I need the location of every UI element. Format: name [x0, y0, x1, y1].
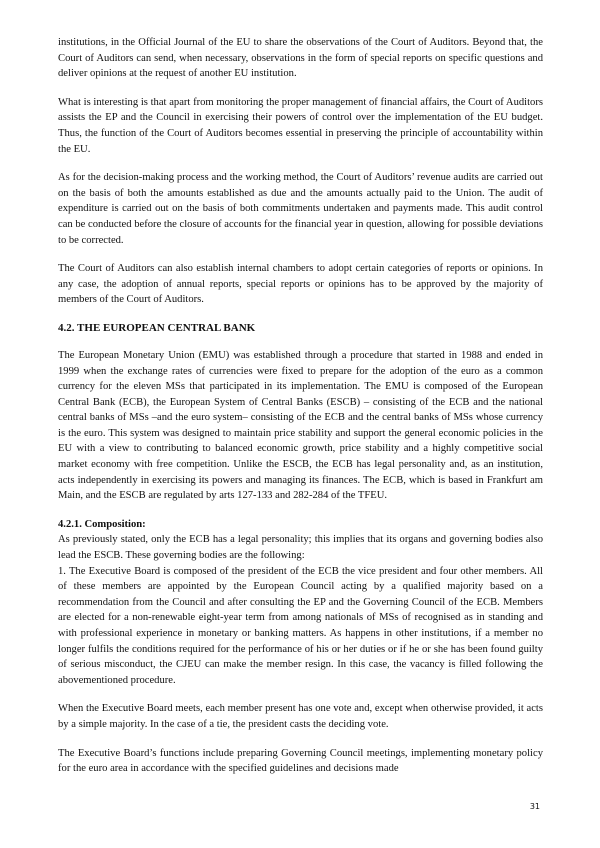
paragraph-governing-bodies: As previously stated, only the ECB has a legal personality; this implies that its organs and governing bodies also lead the ESCB. These governing bodies are the following: [58, 534, 543, 562]
paragraph-court-accountability: What is interesting is that apart from monitoring the proper management of financial affairs, the Court of Auditors assists the EP and the Council in exercising their powers of control over the implementation of the EU budget. Thus, the function of the Court of Auditors becomes essential in preserving the principle of accountability within the EU. [58, 96, 543, 155]
subsection-heading-composition: 4.2.1. Composition: [58, 518, 146, 530]
paragraph-court-audits: As for the decision-making process and the working method, the Court of Auditors’ revenue audits are carried out on the basis of both the amounts established as due and the amounts actually paid to the Union. The audit of expenditure is carried out on the basis of both commitments undertaken and payments made. This audit control can be conducted before the closure of accounts for the financial year in question, allowing for possible deviations to be corrected. [58, 172, 543, 246]
paragraph-executive-board: 1. The Executive Board is composed of the president of the ECB the vice president and four other members. All of these members are appointed by the European Council acting by a qualified majority based on a recommendation from the Council and after consulting the EP and the Governing Council of the ECB. Members are elected for a non-renewable eight-year term from among nationals of MSs of recognised as in standing and with professional experience in monetary or banking matters. As happens in other institutions, if a member no longer fulfils the conditions required for the performance of his or her duties or if he or she has been found guilty of serious misconduct, the CJEU can make the member resign. In this case, the vacancy is filled following the abovementioned procedure. [58, 565, 543, 686]
page-number: 31 [529, 802, 540, 811]
paragraph-court-observations: institutions, in the Official Journal of the EU to share the observations of the Court of Auditors. Beyond that, the Court of Auditors can send, when necessary, observations in the form of special reports on specific questions and deliver opinions at the request of another EU institution. [58, 37, 543, 80]
paragraph-board-voting: When the Executive Board meets, each member present has one vote and, except when otherwise provided, it acts by a simple majority. In the case of a tie, the president casts the deciding vote. [58, 703, 543, 730]
section-heading-ecb: 4.2. THE EUROPEAN CENTRAL BANK [58, 321, 256, 334]
page-body [58, 35, 543, 790]
paragraph-court-chambers: The Court of Auditors can also establish internal chambers to adopt certain categories of reports or opinions. In any case, the adoption of annual reports, special reports or opinions has to be approved by the majority of members of the Court of Auditors. [58, 263, 543, 306]
paragraph-emu: The European Monetary Union (EMU) was established through a procedure that started in 1988 and ended in 1999 when the exchange rates of currencies were fixed to prepare for the adoption of the euro as a common currency for the eleven MSs that participated in its implementation. The EMU is composed of the European Central Bank (ECB), the European System of Central Banks (ESCB) – consisting of the ECB and the national central banks of MSs –and the euro system– consisting of the ECB and the central banks of MSs whose currency is the euro. This system was designed to maintain price stability and support the general economic policies in the EU with a view to contributing to balanced economic growth, price stability and a highly competitive social market economy with free competition. Unlike the ESCB, the ECB has legal personality and, as an institution, acts independently in exercising its powers and managing its finances. The ECB, which is based in Frankfurt am Main, and the ESCB are regulated by arts 127-133 and 282-284 of the TFEU. [58, 349, 543, 502]
paragraph-board-functions: The Executive Board’s functions include preparing Governing Council meetings, implementing monetary policy for the euro area in accordance with the specified guidelines and decisions made [58, 747, 543, 775]
